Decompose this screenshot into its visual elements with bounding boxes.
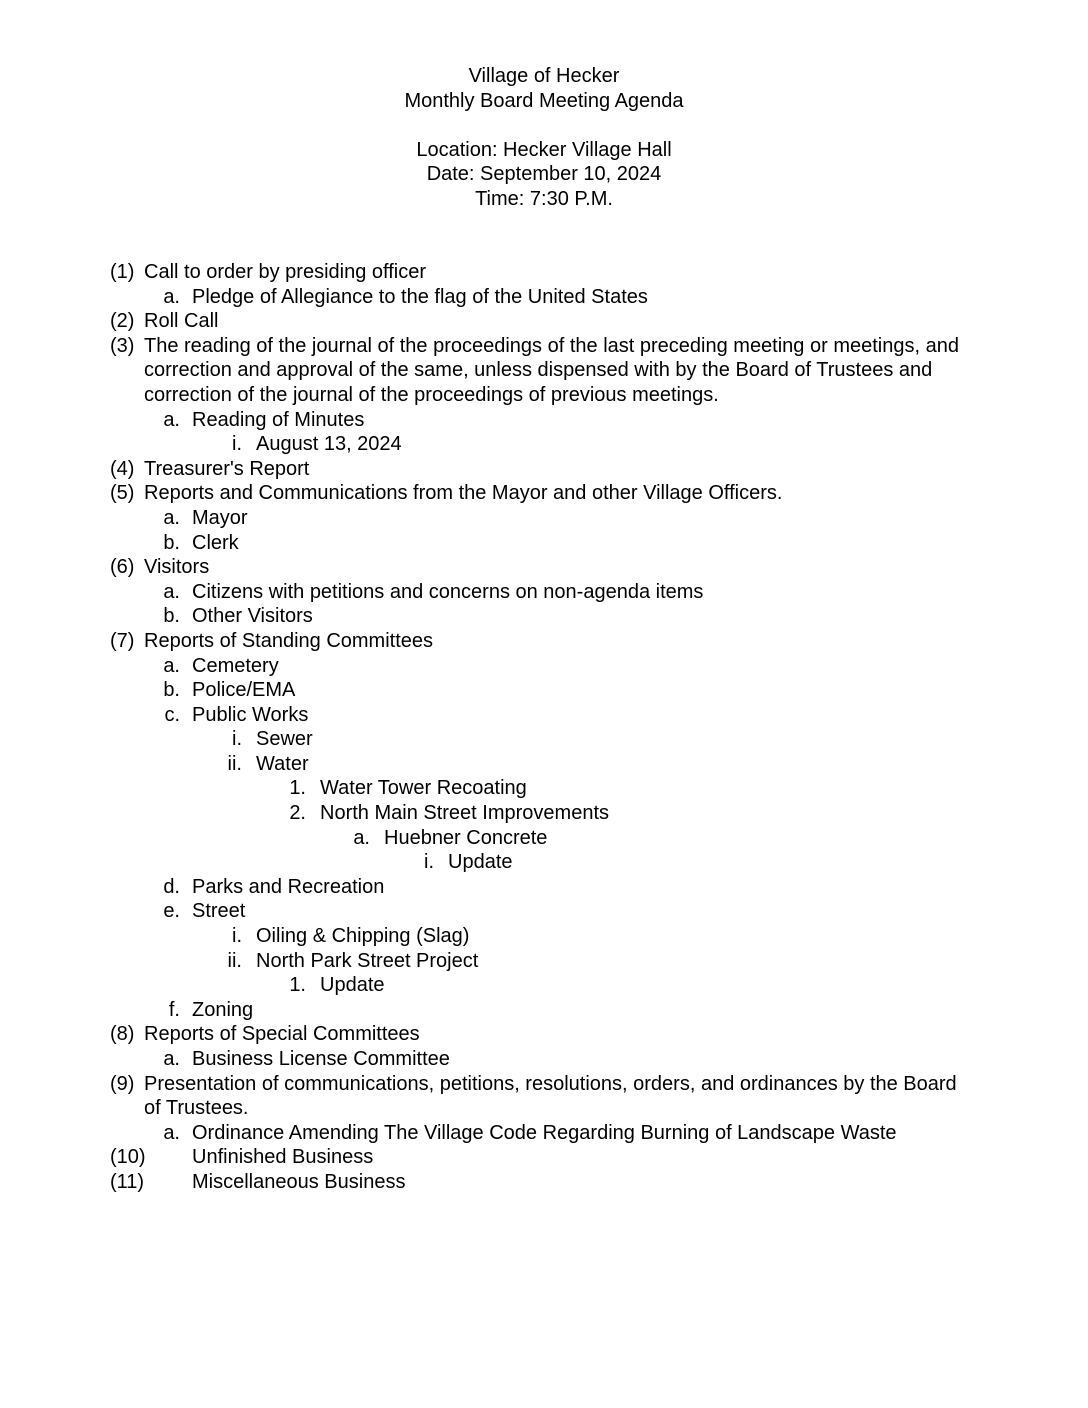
agenda-subitem: [0, 654, 1088, 679]
agenda-subitem: [0, 580, 1088, 605]
item-number: i.: [232, 728, 242, 751]
item-text: of Trustees.: [144, 1097, 249, 1120]
item-text: Public Works: [192, 703, 309, 726]
agenda-item-7: [0, 629, 1088, 654]
item-number: (1): [110, 261, 135, 283]
village-title: Village of Hecker: [468, 65, 620, 87]
item-number: 2.: [289, 802, 306, 825]
agenda-subitem: [0, 850, 1088, 875]
item-text: Mayor: [192, 506, 248, 529]
item-number: b.: [163, 679, 180, 702]
agenda-subitem: [0, 285, 1088, 310]
item-text: Street: [192, 900, 246, 923]
agenda-header: [0, 64, 1088, 211]
agenda-subitem: [0, 703, 1088, 728]
item-text: Citizens with petitions and concerns on non-agenda items: [192, 580, 704, 603]
agenda-subitem: [0, 973, 1088, 998]
item-text: Reading of Minutes: [192, 408, 365, 431]
item-text: The reading of the journal of the proceedings of the last preceding meeting or meetings, and: [144, 334, 959, 357]
item-text: Roll Call: [144, 310, 219, 333]
agenda-list: [0, 260, 1088, 1195]
item-text: Reports of Special Committees: [144, 1023, 420, 1046]
item-number: d.: [163, 875, 180, 898]
agenda-subitem: [0, 506, 1088, 531]
item-text: Sewer: [256, 728, 313, 751]
item-text: Oiling & Chipping (Slag): [256, 925, 470, 948]
item-number: a.: [163, 580, 180, 603]
agenda-item-continuation: [0, 383, 1088, 408]
item-number: a.: [163, 1121, 180, 1144]
document-title: Monthly Board Meeting Agenda: [404, 89, 684, 112]
item-number: c.: [164, 703, 180, 726]
agenda-item-2: [0, 309, 1088, 334]
meeting-location: Location: Hecker Village Hall: [416, 138, 672, 161]
agenda-subitem: [0, 752, 1088, 777]
agenda-item-6: [0, 555, 1088, 580]
agenda-item-continuation: [0, 1096, 1088, 1121]
item-number: a.: [163, 1048, 180, 1070]
header-spacer: [0, 113, 1088, 138]
agenda-subitem: [0, 899, 1088, 924]
agenda-item-11: [0, 1170, 1088, 1195]
agenda-subitem: [0, 776, 1088, 801]
item-number: a.: [353, 826, 370, 849]
meeting-date: Date: September 10, 2024: [426, 163, 662, 185]
item-text: Presentation of communications, petitions, resolutions, orders, and ordinances by the Board: [144, 1072, 957, 1095]
item-text: Call to order by presiding officer: [144, 261, 426, 283]
item-text: Zoning: [192, 998, 254, 1021]
item-number: (11): [110, 1170, 145, 1193]
item-text: Visitors: [144, 556, 210, 579]
item-number: a.: [163, 654, 180, 677]
item-text: Reports of Standing Committees: [144, 629, 434, 652]
agenda-subitem: [0, 432, 1088, 457]
item-text: Ordinance Amending The Village Code Regarding Burning of Landscape Waste: [192, 1121, 897, 1144]
agenda-subitem: [0, 1047, 1088, 1072]
item-text: correction of the journal of the proceedings of previous meetings.: [144, 383, 719, 406]
agenda-item-1: [0, 260, 1088, 285]
item-text: Update: [448, 851, 513, 874]
item-number: (7): [110, 629, 135, 652]
item-number: i.: [232, 925, 242, 948]
item-text: Parks and Recreation: [192, 875, 385, 898]
item-text: North Park Street Project: [256, 949, 479, 972]
item-number: (5): [110, 482, 135, 505]
item-text: Treasurer's Report: [144, 457, 310, 480]
item-text: Unfinished Business: [192, 1146, 374, 1169]
item-text: Huebner Concrete: [384, 826, 548, 849]
agenda-subitem: [0, 678, 1088, 703]
agenda-item-10: [0, 1145, 1088, 1170]
item-number: (2): [110, 310, 135, 333]
item-text: Reports and Communications from the Mayor and other Village Officers.: [144, 482, 783, 505]
agenda-subitem: [0, 924, 1088, 949]
agenda-subitem: [0, 531, 1088, 556]
item-number: b.: [163, 605, 180, 628]
item-number: 1.: [289, 777, 306, 800]
item-number: (10): [110, 1146, 146, 1169]
item-number: b.: [163, 531, 180, 554]
item-number: e.: [163, 900, 180, 923]
agenda-item-5: [0, 481, 1088, 506]
agenda-item-8: [0, 1022, 1088, 1047]
agenda-subitem: [0, 826, 1088, 851]
item-text: Update: [320, 974, 385, 997]
agenda-subitem: [0, 875, 1088, 900]
item-number: (8): [110, 1023, 135, 1046]
item-number: ii.: [227, 752, 242, 775]
item-number: i.: [232, 433, 242, 456]
item-number: ii.: [227, 949, 242, 972]
agenda-item-continuation: [0, 358, 1088, 383]
item-number: i.: [424, 851, 434, 874]
item-text: Police/EMA: [192, 679, 296, 702]
item-text: Water: [256, 752, 309, 775]
item-text: Business License Committee: [192, 1048, 450, 1070]
agenda-subitem: [0, 408, 1088, 433]
item-number: a.: [163, 285, 180, 308]
agenda-subitem: [0, 998, 1088, 1023]
item-number: (6): [110, 556, 135, 579]
item-text: Miscellaneous Business: [192, 1170, 406, 1193]
item-text: Water Tower Recoating: [320, 777, 527, 800]
agenda-item-3: [0, 334, 1088, 359]
item-number: (9): [110, 1072, 135, 1095]
item-text: Other Visitors: [192, 605, 313, 628]
item-number: (3): [110, 334, 135, 357]
item-text: August 13, 2024: [256, 433, 402, 456]
agenda-subitem: [0, 801, 1088, 826]
item-number: a.: [163, 506, 180, 529]
item-text: Cemetery: [192, 654, 279, 677]
item-number: 1.: [289, 974, 306, 997]
agenda-subitem: [0, 727, 1088, 752]
item-number: f.: [168, 998, 180, 1021]
agenda-item-9: [0, 1072, 1088, 1097]
item-number: a.: [163, 408, 180, 431]
item-text: correction and approval of the same, unless dispensed with by the Board of Trustees and: [144, 359, 933, 382]
item-number: (4): [110, 457, 135, 480]
meeting-time: Time: 7:30 P.M.: [475, 187, 613, 210]
agenda-subitem: [0, 604, 1088, 629]
agenda-subitem: [0, 1121, 1088, 1146]
agenda-subitem: [0, 949, 1088, 974]
agenda-item-4: [0, 457, 1088, 482]
item-text: Clerk: [192, 531, 239, 554]
item-text: Pledge of Allegiance to the flag of the United States: [192, 285, 648, 308]
item-text: North Main Street Improvements: [320, 802, 609, 825]
